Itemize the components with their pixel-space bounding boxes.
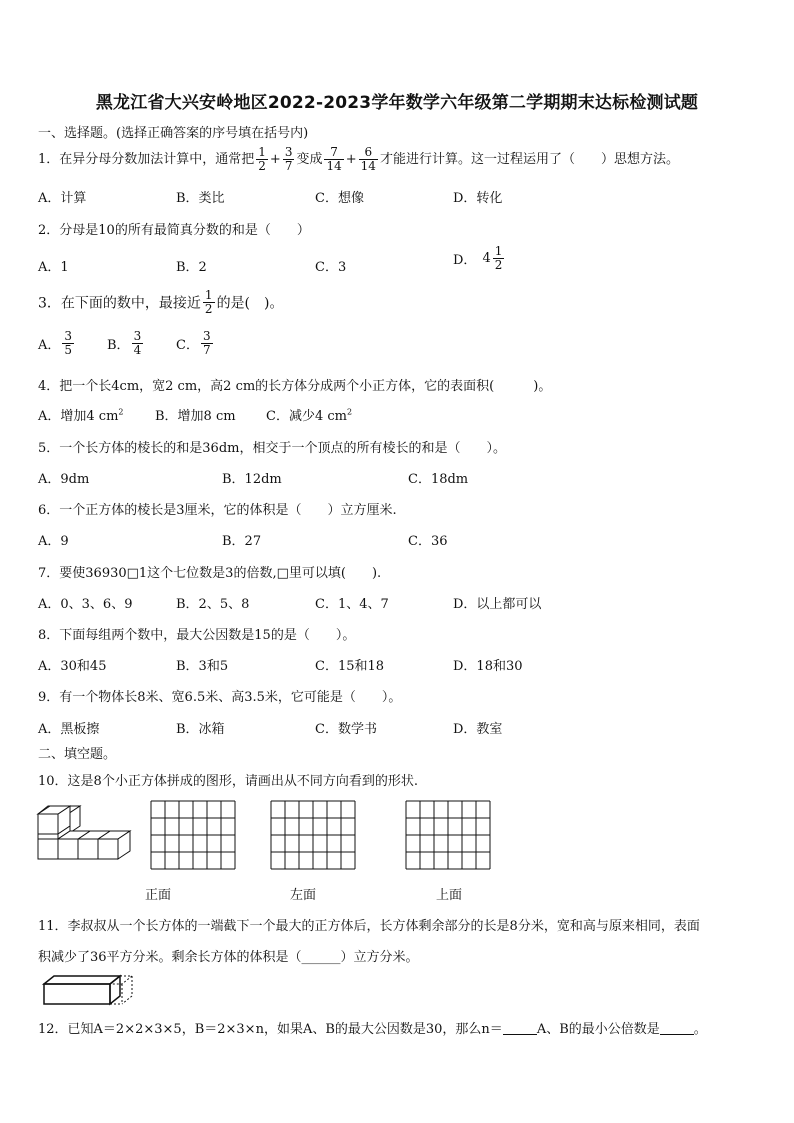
q1-text-b: 变成 [296, 152, 323, 167]
q9-option-d: D．教室 [453, 722, 503, 737]
q9-option-a: A．黑板擦 [38, 722, 100, 737]
q1-fraction-4: $\frac{6}{14}$ [360, 145, 376, 173]
q4-option-b: B．增加8 cm [155, 409, 236, 424]
q1-text-a: 1．在异分母分数加法计算中，通常把 [38, 152, 255, 167]
question-1 [38, 146, 679, 173]
section-1-heading: 一、选择题。(选择正确答案的序号填在括号内) [38, 126, 309, 141]
q2-option-a: A．1 [38, 260, 69, 275]
q5-option-c: C．18dm [408, 472, 469, 487]
q3-option-a: A． $\frac{3}{5}$ [38, 329, 73, 357]
q1-option-a: A．计算 [38, 191, 87, 206]
section-2-heading: 二、填空题。 [38, 747, 117, 762]
plus-sign: + [345, 152, 357, 167]
page-title: 黑龙江省大兴安岭地区2022-2023学年数学六年级第二学期期末达标检测试题 [95, 93, 699, 113]
answer-blank-lcm[interactable] [660, 1022, 694, 1035]
question-12: 12．已知A＝2×2×3×5，B＝2×3×n，如果A、B的最大公因数是30，那么n＝ A、B的最小公倍数是 。 [38, 1022, 707, 1037]
q1-text-c: 才能进行计算。这一过程运用了（ ）思想方法。 [379, 152, 679, 167]
question-5: 5．一个长方体的棱长的和是36dm，相交于一个顶点的所有棱长的和是（ ）。 [38, 441, 506, 456]
q6-option-c: C．36 [408, 534, 448, 549]
q5-option-b: B．12dm [222, 472, 282, 487]
q7-option-b: B．2、5、8 [176, 597, 250, 612]
q8-option-c: C．15和18 [315, 659, 385, 674]
q8-option-b: B．3和5 [176, 659, 229, 674]
front-view-grid[interactable] [150, 800, 238, 870]
q6-option-a: A．9 [38, 534, 69, 549]
q1-fraction-2: $\frac{3}{7}$ [284, 145, 293, 173]
q1-option-b: B．类比 [176, 191, 225, 206]
q1-fraction-3: $\frac{7}{14}$ [326, 145, 342, 173]
q2-option-d: D． 4 $\frac{1}{2}$ [453, 244, 503, 272]
caption-front-view: 正面 [145, 888, 172, 903]
q2-option-c: C．3 [315, 260, 347, 275]
cube-stack-figure [36, 804, 136, 864]
left-view-grid[interactable] [270, 800, 358, 870]
q4-option-a: A．增加4 $cm^2$ [38, 407, 124, 424]
cuboid-figure [40, 972, 140, 1008]
question-4: 4．把一个长4cm，宽2 cm，高2 cm的长方体分成两个小正方体，它的表面积( )。 [38, 379, 552, 394]
question-7: 7．要使36930□1这个七位数是3的倍数,□里可以填( ). [38, 566, 382, 581]
question-6: 6．一个正方体的棱长是3厘米，它的体积是（ ）立方厘米. [38, 503, 397, 518]
q7-option-c: C．1、4、7 [315, 597, 389, 612]
q1-option-c: C．想像 [315, 191, 364, 206]
caption-top-view: 上面 [436, 888, 463, 903]
question-2: 2．分母是10的所有最简真分数的和是（ ） [38, 223, 310, 238]
q1-option-d: D．转化 [453, 191, 503, 206]
question-11-line-1: 11．李叔叔从一个长方体的一端截下一个最大的正方体后，长方体剩余部分的长是8分米，宽和高与原来相同，表面 [38, 919, 700, 934]
q7-option-a: A．0、3、6、9 [38, 597, 133, 612]
q2-option-b: B．2 [176, 260, 207, 275]
q3-option-c: C． $\frac{3}{7}$ [176, 329, 211, 357]
q2-option-d-fraction: $\frac{1}{2}$ [494, 244, 503, 272]
q9-option-b: B．冰箱 [176, 722, 225, 737]
q9-option-c: C．数学书 [315, 722, 377, 737]
question-11-line-2: 积减少了36平方分米。剩余长方体的体积是（______）立方分米。 [38, 950, 419, 965]
answer-blank-n[interactable] [503, 1022, 537, 1035]
q8-option-a: A．30和45 [38, 659, 107, 674]
q7-option-d: D．以上都可以 [453, 597, 542, 612]
q1-fraction-1: $\frac{1}{2}$ [258, 145, 266, 173]
q6-option-b: B．27 [222, 534, 262, 549]
caption-left-view: 左面 [290, 888, 317, 903]
q3-fraction: $\frac{1}{2}$ [204, 288, 213, 316]
top-view-grid[interactable] [405, 800, 493, 870]
question-9: 9．有一个物体长8米、宽6.5米、高3.5米，它可能是（ ）。 [38, 690, 402, 705]
question-8: 8．下面每组两个数中，最大公因数是15的是（ ）。 [38, 628, 356, 643]
plus-sign: + [269, 152, 281, 167]
q3-option-b: B． $\frac{3}{4}$ [107, 329, 142, 357]
q8-option-d: D．18和30 [453, 659, 523, 674]
q4-option-c: C．减少4 $cm^2$ [266, 407, 353, 424]
q5-option-a: A．9dm [38, 472, 90, 487]
question-10: 10．这是8个小正方体拼成的图形，请画出从不同方向看到的形状. [38, 774, 418, 789]
question-3: 3．在下面的数中，最接近 $\frac{1}{2}$ 的是( )。 [38, 288, 284, 316]
